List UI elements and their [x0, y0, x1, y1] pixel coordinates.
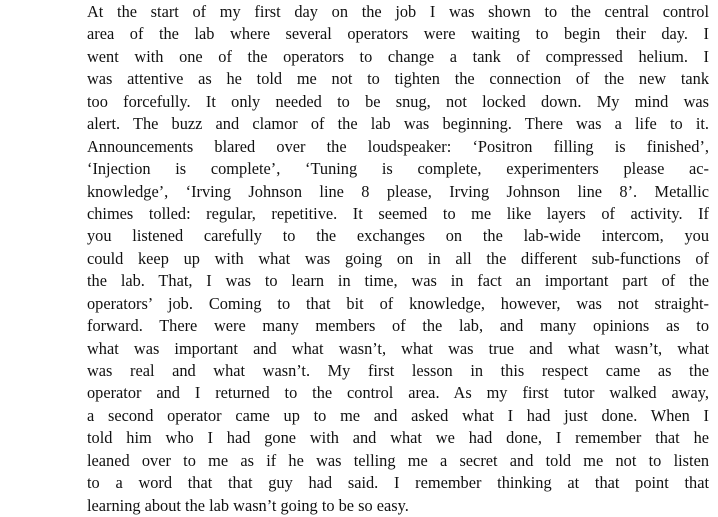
- paragraph-line: to a word that that guy had said. I remember thinking at that point that: [87, 473, 709, 493]
- paragraph-line: At the start of my first day on the job I was shown to the central control: [87, 2, 709, 21]
- paragraph-line: the lab. That, I was to learn in time, was in fact an important part of the: [87, 271, 709, 291]
- paragraph-line: too forcefully. It only needed to be snug, not locked down. My mind was: [87, 91, 709, 111]
- paragraph-line: forward. There were many members of the lab, and many opinions as to: [87, 316, 709, 336]
- paragraph-line: leaned over to me as if he was telling me a secret and told me not to listen: [87, 450, 709, 470]
- paragraph-line: chimes tolled: regular, repetitive. It seemed to me like layers of activity. If: [87, 203, 709, 223]
- paragraph-line: learning about the lab wasn’t going to be so easy.: [87, 495, 409, 515]
- paragraph-line: operators’ job. Coming to that bit of knowledge, however, was not straight-: [87, 293, 709, 313]
- paragraph-line: you listened carefully to the exchanges on the lab-wide intercom, you: [87, 226, 709, 246]
- paragraph-line: what was important and what wasn’t, what was true and what wasn’t, what: [87, 338, 709, 358]
- paragraph-line: knowledge’, ‘Irving Johnson line 8 please, Irving Johnson line 8’. Metallic: [87, 181, 709, 201]
- paragraph-line: ‘Injection is complete’, ‘Tuning is complete, experimenters please ac-: [87, 159, 709, 179]
- paragraph-line: operator and I returned to the control area. As my first tutor walked away,: [87, 383, 709, 403]
- paragraph-line: went with one of the operators to change a tank of compressed helium. I: [87, 46, 709, 66]
- paragraph-line: told him who I had gone with and what we had done, I remember that he: [87, 428, 709, 448]
- paragraph-line: was real and what wasn’t. My first lesson in this respect came as the: [87, 361, 709, 380]
- paragraph-line: was attentive as he told me not to tighten the connection of the new tank: [87, 69, 709, 89]
- paragraph-line: Announcements blared over the loudspeaker: ‘Positron filling is finished’,: [87, 136, 709, 156]
- paragraph-line: could keep up with what was going on in all the different sub-functions of: [87, 248, 709, 268]
- paragraph-line: alert. The buzz and clamor of the lab was beginning. There was a life to it.: [87, 114, 709, 134]
- paragraph-line: a second operator came up to me and asked what I had just done. When I: [87, 405, 709, 425]
- body-paragraph: [87, 1, 709, 517]
- paragraph-line: area of the lab where several operators were waiting to begin their day. I: [87, 24, 709, 44]
